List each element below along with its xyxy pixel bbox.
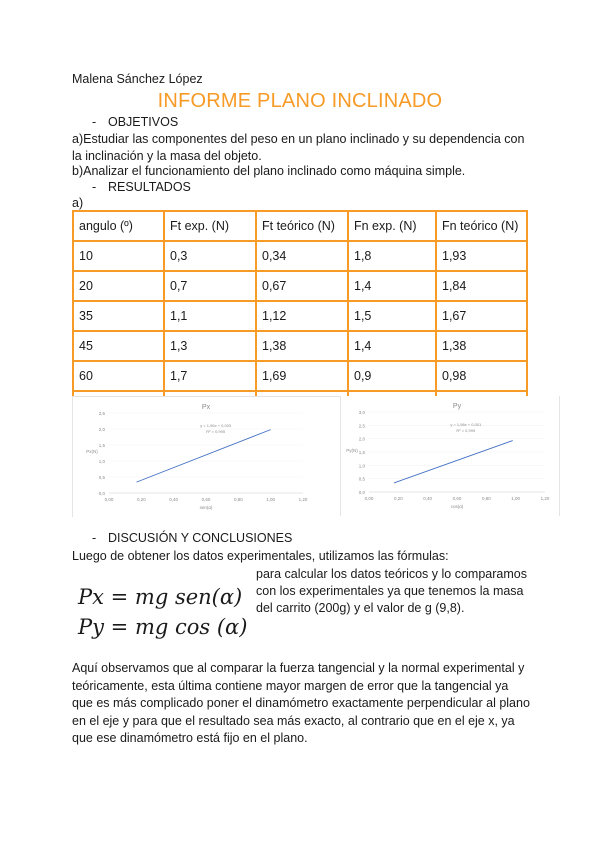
- y-tick-label: 0,0: [358, 490, 365, 495]
- x-tick-label: 1,20: [298, 497, 308, 502]
- table-cell: 10: [73, 241, 164, 271]
- x-tick-label: 0,40: [423, 496, 433, 501]
- results-label: a): [72, 196, 84, 210]
- y-tick-label: 1,5: [358, 450, 365, 455]
- table-cell: 20: [73, 271, 164, 301]
- formula-px: Px = mg sen(α): [78, 585, 243, 609]
- table-cell: 35: [73, 301, 164, 331]
- discussion-intro: Luego de obtener los datos experimentales, utilizamos las fórmulas:: [72, 549, 449, 563]
- discussion-paragraph: Aquí observamos que al comparar la fuerza tangencial y la normal experimental y teóricamente, esta última contiene mayor margen de error que la tangencial ya que es más complicado poner el dinamómetro exactamente perpendicular al plano en el eje y para que el resultado sea más exacto, al contrario que en el eje x, ya que ese dinamómetro está fijo en el plano.: [72, 661, 530, 745]
- table-row: [73, 361, 527, 391]
- table-row: [73, 301, 527, 331]
- table-cell: Ft teórico (N): [256, 211, 348, 241]
- x-tick-label: 0,40: [169, 497, 179, 502]
- y-tick-label: 1,0: [98, 459, 105, 464]
- table-cell: 60: [73, 361, 164, 391]
- y-tick-label: 1,0: [358, 463, 365, 469]
- chart-px-svg: [73, 397, 341, 517]
- y-tick-label: 0,5: [98, 475, 105, 480]
- y-tick-label: 2,0: [358, 436, 365, 442]
- chart-title: Py: [452, 403, 462, 410]
- trend-r2: R² = 0,995: [206, 429, 226, 434]
- y-tick-label: 1,5: [98, 443, 105, 448]
- trend-r2: R² = 0,999: [456, 428, 476, 433]
- x-tick-label: 0,60: [452, 496, 462, 501]
- x-axis-label: cos(α): [450, 504, 464, 509]
- trend-equation: y = 1,96x + 0,003: [200, 423, 232, 428]
- chart-px: [72, 396, 341, 517]
- table-cell: 1,12: [256, 301, 348, 331]
- table-cell: 1,1: [164, 301, 256, 331]
- chart-py: [340, 396, 560, 516]
- discussion-heading-text: DISCUSIÓN Y CONCLUSIONES: [108, 531, 293, 545]
- table-cell: 1,69: [256, 361, 348, 391]
- objective-a: a)Estudiar las componentes del peso en un plano inclinado y su dependencia con la inclinación y la masa del objeto.: [72, 132, 525, 163]
- table-cell: 0,67: [256, 271, 348, 301]
- report-title: INFORME PLANO INCLINADO: [157, 90, 443, 112]
- table-cell: 0,9: [348, 361, 436, 391]
- table-cell: angulo (º): [73, 211, 164, 241]
- y-axis-label: Px(N): [86, 449, 98, 454]
- trend-equation: y = 1,96x + 0,001: [450, 422, 482, 427]
- table-cell: 1,7: [164, 361, 256, 391]
- table-cell: Fn teórico (N): [436, 211, 527, 241]
- table-cell: 1,8: [348, 241, 436, 271]
- table-cell: 0,7: [164, 271, 256, 301]
- discussion-side-text: para calcular los datos teóricos y lo comparamos con los experimentales ya que tenemos la masa del carrito (200g) y el valor de g (9,8).: [256, 567, 527, 615]
- table-cell: 45: [73, 331, 164, 361]
- table-cell: 1,38: [436, 331, 527, 361]
- table-header-row: [73, 211, 527, 241]
- results-table: [72, 210, 528, 422]
- y-tick-label: 2,5: [358, 423, 365, 429]
- y-tick-label: 3,0: [358, 410, 365, 415]
- table-row: [73, 241, 527, 271]
- series-line: [136, 430, 270, 482]
- objective-b: b)Analizar el funcionamiento del plano inclinado como máquina simple.: [72, 164, 466, 178]
- table-cell: 1,38: [256, 331, 348, 361]
- chart-py-svg: [341, 396, 559, 516]
- discussion-heading: - DISCUSIÓN Y CONCLUSIONES: [92, 531, 293, 545]
- y-axis-label: Py(N): [346, 448, 358, 453]
- objectives-heading-text: OBJETIVOS: [108, 115, 179, 129]
- objectives-heading: - OBJETIVOS: [92, 115, 179, 129]
- table-cell: 1,93: [436, 241, 527, 271]
- results-heading: - RESULTADOS: [92, 180, 191, 194]
- table-row: [73, 331, 527, 361]
- x-tick-label: 0,00: [104, 497, 114, 502]
- table-row: [73, 271, 527, 301]
- table-cell: 1,84: [436, 271, 527, 301]
- table-cell: 0,34: [256, 241, 348, 271]
- x-tick-label: 0,60: [201, 497, 211, 502]
- x-tick-label: 0,20: [393, 496, 403, 501]
- handwritten-formulas: [76, 580, 256, 640]
- x-tick-label: 0,80: [233, 497, 243, 502]
- y-tick-label: 0,0: [98, 491, 105, 496]
- formula-py: Py = mg cos (α): [78, 615, 248, 639]
- y-tick-label: 2,5: [98, 411, 105, 416]
- table-cell: Fn exp. (N): [348, 211, 436, 241]
- series-line: [394, 441, 513, 483]
- y-tick-label: 2,0: [98, 427, 105, 432]
- table-cell: 0,3: [164, 241, 256, 271]
- table-cell: 1,3: [164, 331, 256, 361]
- x-tick-label: 0,80: [481, 496, 491, 501]
- x-tick-label: 1,20: [540, 496, 550, 501]
- x-tick-label: 1,00: [266, 497, 276, 502]
- results-heading-text: RESULTADOS: [108, 180, 191, 194]
- table-cell: 1,4: [348, 331, 436, 361]
- table-cell: 1,67: [436, 301, 527, 331]
- table-cell: 1,4: [348, 271, 436, 301]
- table-cell: 0,98: [436, 361, 527, 391]
- x-tick-label: 0,00: [364, 496, 374, 501]
- table-cell: Ft exp. (N): [164, 211, 256, 241]
- table-cell: 1,5: [348, 301, 436, 331]
- x-tick-label: 0,20: [136, 497, 146, 502]
- x-axis-label: sen(α): [199, 505, 213, 510]
- author-name: Malena Sánchez López: [72, 72, 203, 86]
- x-tick-label: 1,00: [511, 496, 521, 501]
- y-tick-label: 0,5: [358, 476, 365, 482]
- chart-title: Px: [201, 404, 211, 411]
